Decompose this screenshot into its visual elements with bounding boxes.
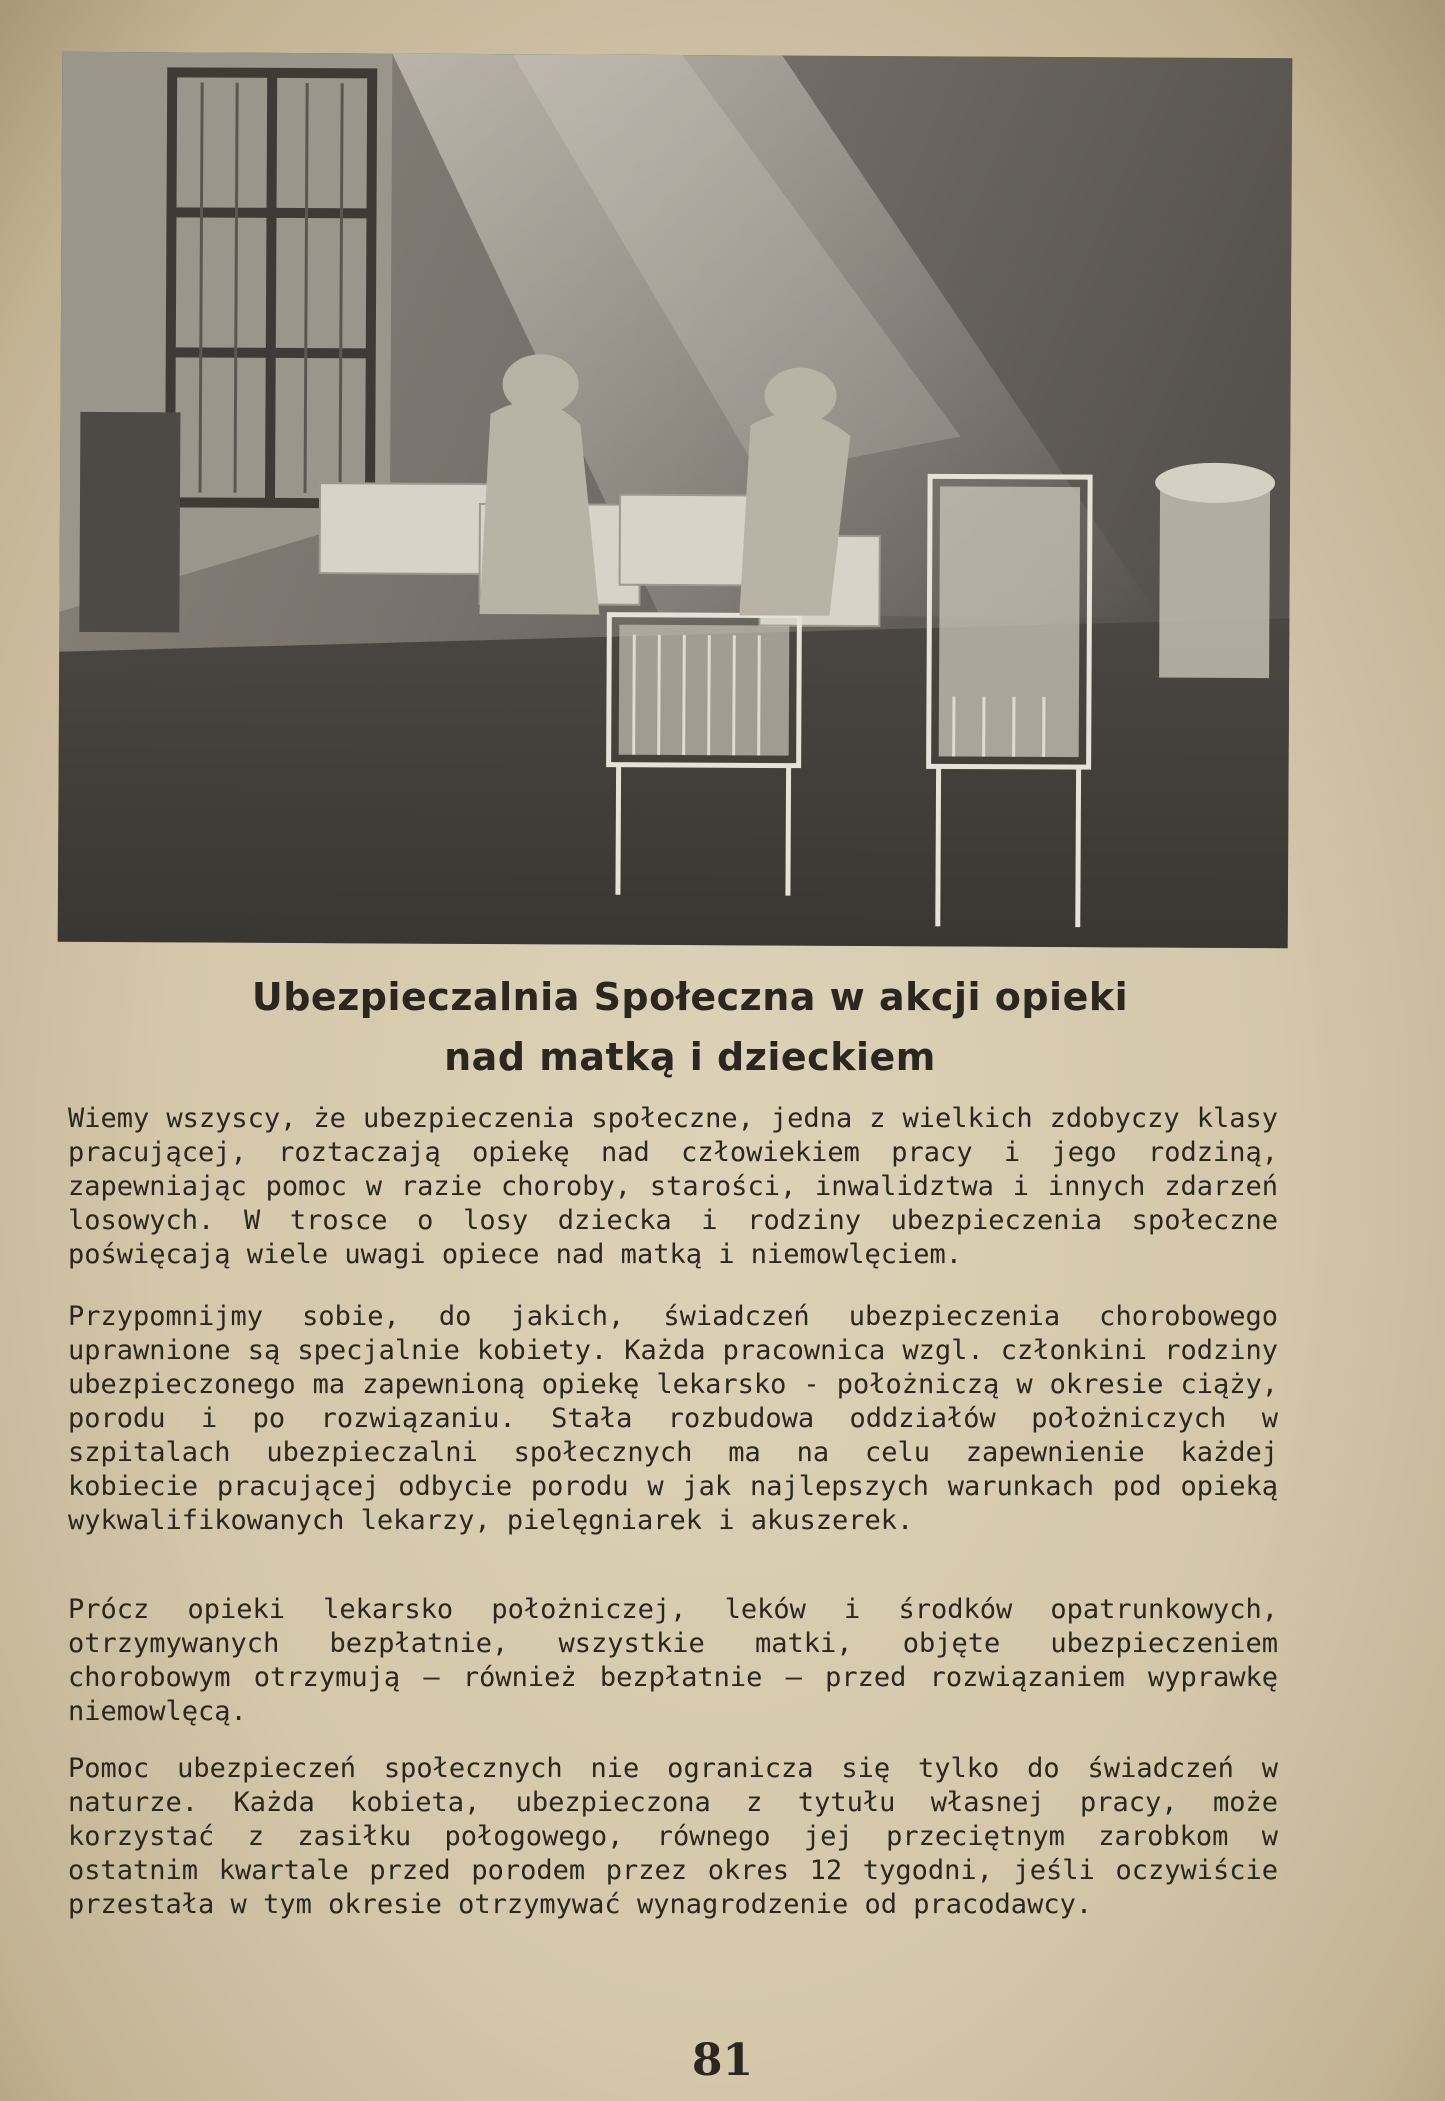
paragraph-1: Wiemy wszyscy, że ubezpieczenia społeczne, jedna z wielkich zdobyczy klasy pracującej, roztaczają opiekę nad człowiekiem pracy i jego rodziną, zapewniając pomoc w razie choroby, starości, inwalidztwa i innych zdarzeń losowych. W trosce o losy dziecka i rodziny ubezpieczenia społeczne poświęcają wiele uwagi opiece nad matką i niemowlęciem. — [68, 1103, 1278, 1270]
article-title-line2: nad matką i dzieckiem — [444, 1035, 936, 1079]
article-title-line1: Ubezpieczalnia Społeczna w akcji opieki — [251, 975, 1129, 1019]
page-number: 81 — [691, 2035, 754, 2086]
paragraph-4: Pomoc ubezpieczeń społecznych nie ogranicza się tylko do świadczeń w naturze. Każda kobieta, ubezpieczona z tytułu własnej pracy, może korzystać z zasiłku połogowego, równego jej przeciętnym zarobkom w ostatnim kwartale przed porodem przez okres 12 tygodni, jeśli oczywiście przestała w tym okresie otrzymywać wynagrodzenie od pracodawcy. — [68, 1753, 1278, 1920]
maternity-ward-photo — [58, 52, 1293, 948]
paragraph-2: Przypomnijmy sobie, do jakich, świadczeń ubezpieczenia chorobowego uprawnione są specjalnie kobiety. Każda pracownica wzgl. członkini rodziny ubezpieczonego ma zapewnioną opiekę lekarsko - położniczą w okresie ciąży, porodu i po rozwiązaniu. Stała rozbudowa oddziałów położniczych w szpitalach ubezpieczalni społecznych ma na celu zapewnienie każdej kobiecie pracującej odbycie porodu w jak najlepszych warunkach pod opieką wykwalifikowanych lekarzy, pielęgniarek i akuszerek. — [68, 1301, 1278, 1536]
paragraph-3: Prócz opieki lekarsko położniczej, leków i środków opatrunkowych, otrzymywanych bezpłatnie, wszystkie matki, objęte ubezpieczeniem chorobowym otrzymują — również bezpłatnie — przed rozwiązaniem wyprawkę niemowlęcą. — [68, 1594, 1278, 1727]
